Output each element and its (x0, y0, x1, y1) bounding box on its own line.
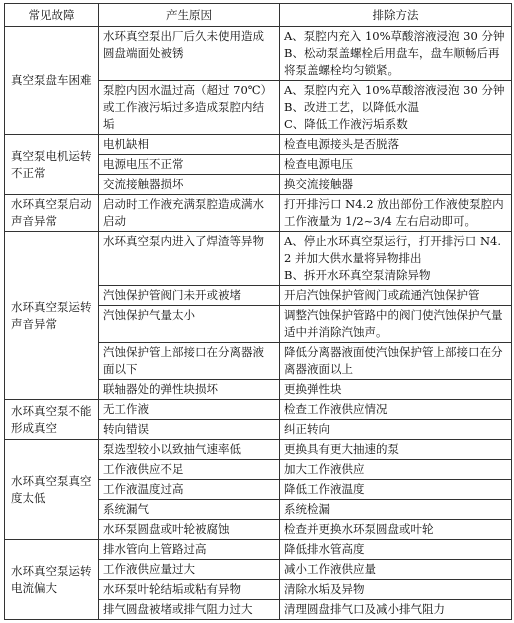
cause-cell: 转向错误 (99, 420, 280, 440)
remedy-cell: 调整汽蚀保护管路中的阀门使汽蚀保护气量适中并消除汽蚀声。 (280, 306, 512, 343)
table-row (5, 440, 512, 460)
remedy-cell: 系统检漏 (280, 500, 512, 520)
header-remedy: 排除方法 (280, 4, 512, 27)
cause-cell: 水环泵叶轮结垢或粘有异物 (99, 580, 280, 600)
cause-cell: 系统漏气 (99, 500, 280, 520)
remedy-cell: 清除水垢及异物 (280, 580, 512, 600)
header-fault: 常见故障 (5, 4, 99, 27)
cause-cell: 电机缺相 (99, 135, 280, 155)
remedy-cell: 检查并更换水环泵圆盘或叶轮 (280, 520, 512, 540)
remedy-cell: 降低工作液温度 (280, 480, 512, 500)
cause-cell: 工作液供应量过大 (99, 560, 280, 580)
table-body (5, 27, 512, 620)
remedy-cell: 更换弹性块 (280, 380, 512, 400)
remedy-cell: 降低排水管高度 (280, 540, 512, 560)
fault-cell: 水环真空泵运转声音异常 (5, 232, 99, 400)
cause-cell: 汽蚀保护气量太小 (99, 306, 280, 343)
cause-cell: 汽蚀保护管阀门未开或被堵 (99, 286, 280, 306)
remedy-cell: 更换具有更大抽速的泵 (280, 440, 512, 460)
cause-cell: 工作液供应不足 (99, 460, 280, 480)
cause-cell: 无工作液 (99, 400, 280, 420)
fault-cell: 水环真空泵不能形成真空 (5, 400, 99, 440)
cause-cell: 水环真空泵内进入了焊渣等异物 (99, 232, 280, 286)
cause-cell: 水环泵圆盘或叶轮被腐蚀 (99, 520, 280, 540)
remedy-cell: 开启汽蚀保护管阀门或疏通汽蚀保护管 (280, 286, 512, 306)
fault-cell: 水环真空泵启动声音异常 (5, 195, 99, 232)
cause-cell: 泵腔内因水温过高（超过 70℃）或工作液污垢过多造成泵腔内结垢 (99, 81, 280, 135)
cause-cell: 联轴器处的弹性块损坏 (99, 380, 280, 400)
remedy-cell: 打开排污口 N4.2 放出部份工作液使泵腔内工作液量为 1/2~3/4 左右启动即可。 (280, 195, 512, 232)
remedy-cell: A、泵腔内充入 10%草酸溶液浸泡 30 分钟 B、松动泵盖螺栓后用盘车，盘车顺畅后再将泵盖螺栓均匀锁紧。 (280, 27, 512, 81)
cause-cell: 工作液温度过高 (99, 480, 280, 500)
table-row (5, 27, 512, 81)
remedy-cell: A、泵腔内充入 10%草酸溶液浸泡 30 分钟 B、改进工艺，以降低水温 C、降低工作液污垢系数 (280, 81, 512, 135)
cause-cell: 水环真空泵出厂后久未使用造成圆盘端面处被锈 (99, 27, 280, 81)
table-row (5, 400, 512, 420)
remedy-cell: 加大工作液供应 (280, 460, 512, 480)
fault-cell: 水环真空泵真空度太低 (5, 440, 99, 540)
cause-cell: 启动时工作液充满泵腔造成满水启动 (99, 195, 280, 232)
header-row (5, 4, 512, 27)
troubleshooting-table (4, 3, 512, 620)
fault-cell: 真空泵盘车困难 (5, 27, 99, 135)
cause-cell: 泵选型较小以致抽气速率低 (99, 440, 280, 460)
remedy-cell: 检查电源电压 (280, 155, 512, 175)
header-cause: 产生原因 (99, 4, 280, 27)
fault-cell: 真空泵电机运转不正常 (5, 135, 99, 195)
cause-cell: 汽蚀保护管上部接口在分离器液面以下 (99, 343, 280, 380)
table-row (5, 232, 512, 286)
table-row (5, 195, 512, 232)
remedy-cell: 检查工作液供应情况 (280, 400, 512, 420)
cause-cell: 排水管向上管路过高 (99, 540, 280, 560)
remedy-cell: A、停止水环真空泵运行，打开排污口 N4.2 并加大供水量将异物排出 B、拆开水环真空泵清除异物 (280, 232, 512, 286)
remedy-cell: 检查电源接头是否脱落 (280, 135, 512, 155)
table-row (5, 135, 512, 155)
remedy-cell: 纠正转向 (280, 420, 512, 440)
remedy-cell: 清理圆盘排气口及减小排气阻力 (280, 600, 512, 620)
remedy-cell: 减小工作液供应量 (280, 560, 512, 580)
table-row (5, 540, 512, 560)
table-header (5, 4, 512, 27)
remedy-cell: 降低分离器液面使汽蚀保护管上部接口在分离器液面以上 (280, 343, 512, 380)
remedy-cell: 换交流接触器 (280, 175, 512, 195)
cause-cell: 交流接触器损坏 (99, 175, 280, 195)
fault-cell: 水环真空泵运转电流偏大 (5, 540, 99, 620)
cause-cell: 电源电压不正常 (99, 155, 280, 175)
cause-cell: 排气圆盘被堵或排气阻力过大 (99, 600, 280, 620)
